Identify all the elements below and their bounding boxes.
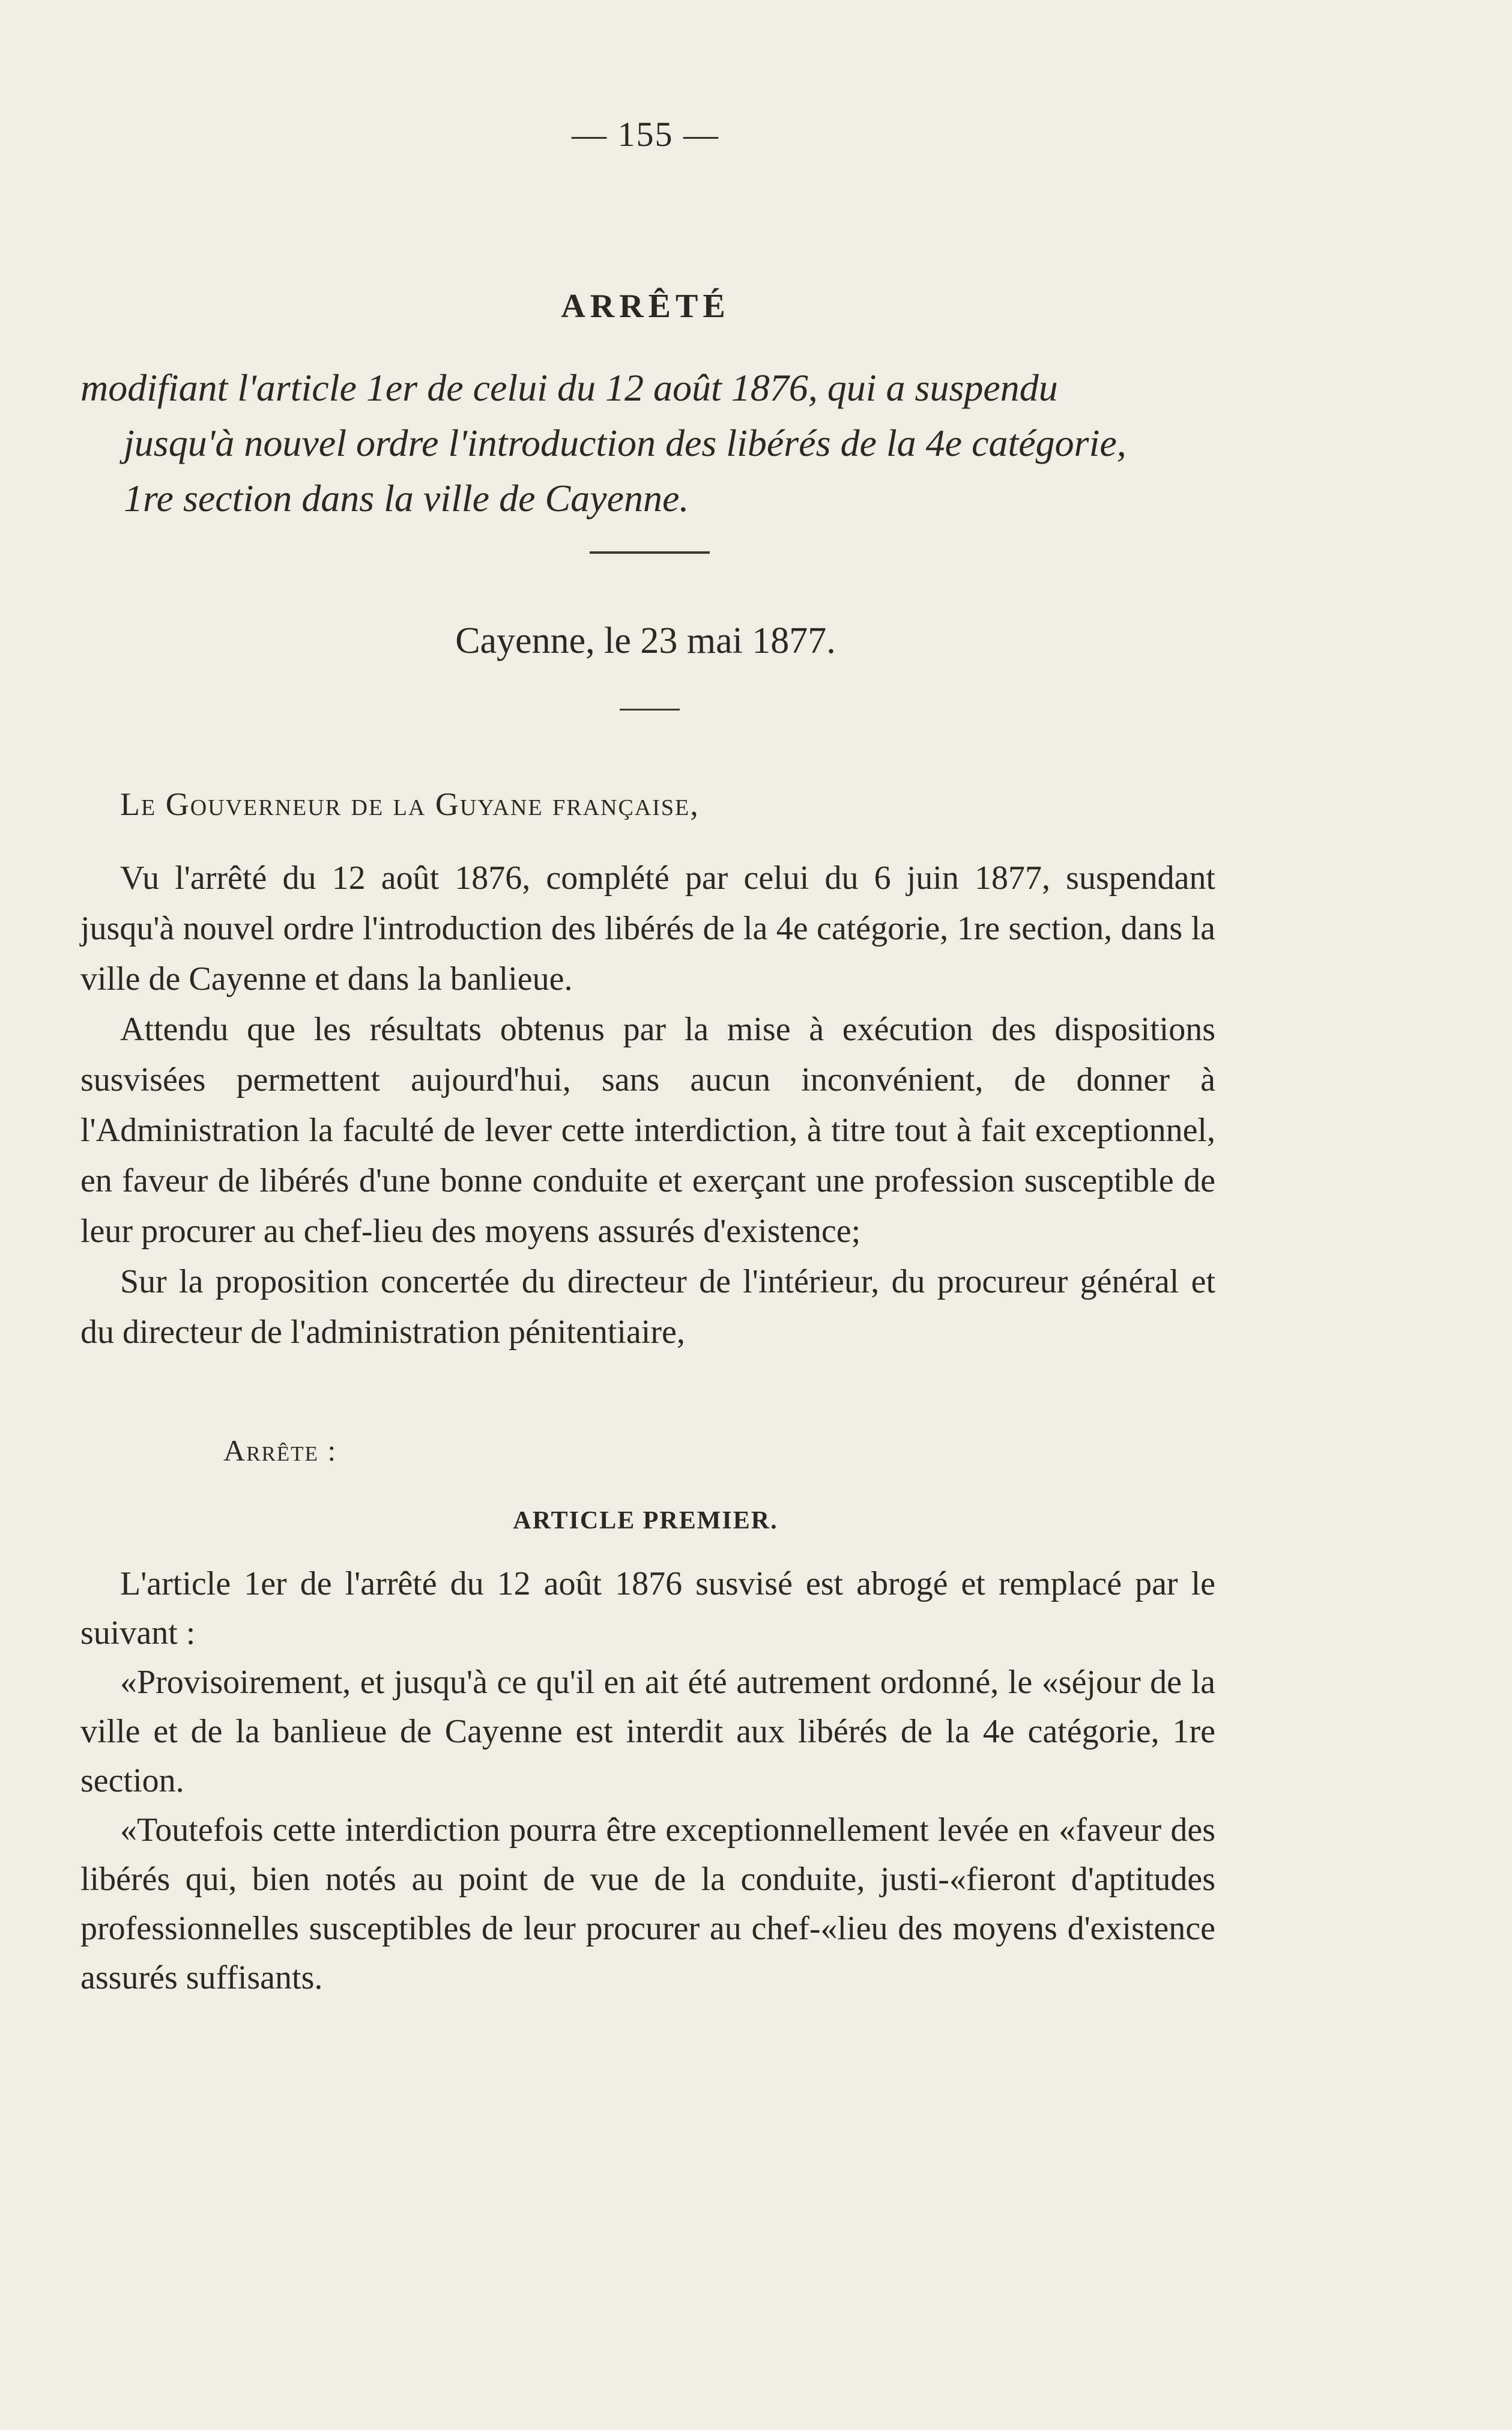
dateline: Cayenne, le 23 mai 1877. (455, 620, 836, 661)
article-heading: ARTICLE PREMIER. (513, 1507, 778, 1535)
subtitle-line-1: modifiant l'article 1er de celui du 12 août 1876, qui a suspendu (80, 366, 1058, 409)
paragraph-vu: Vu l'arrêté du 12 août 1876, complété par celui du 6 juin 1877, suspendant jusqu'à nouvel ordre l'introduction des libérés de la 4e catégorie, 1re section, dans la ville de Cayenne et dans la banlieue. (80, 859, 1215, 998)
separator-rule (590, 551, 710, 554)
article-paragraph-3: «Toutefois cette interdiction pourra être exceptionnellement levée en «faveur des libérés qui, bien notés au point de vue de la conduite, justi-«fieront d'aptitudes professionnelles susceptibles de leur procurer au chef-«lieu des moyens d'existence assurés suffisants. (80, 1811, 1215, 1996)
subtitle-line-2: jusqu'à nouvel ordre l'introduction des libérés de la 4e catégorie, (124, 422, 1126, 464)
paragraph-attendu: Attendu que les résultats obtenus par la mise à exécution des dispositions susvisées permettent aujourd'hui, sans aucun inconvénient, de donner à l'Administration la faculté de lever cette interdiction, à titre tout à fait exceptionnel, en faveur de libérés d'une bonne conduite et exerçant une profession susceptible de leur procurer au chef-lieu des moyens assurés d'existence; (80, 1011, 1215, 1250)
separator-rule-short (620, 709, 680, 711)
article-paragraph-1: L'article 1er de l'arrêté du 12 août 1876 susvisé est abrogé et remplacé par le suivant : (80, 1565, 1215, 1652)
article-body (80, 1559, 1215, 2002)
document-title: ARRÊTÉ (561, 288, 730, 325)
subtitle-line-3: 1re section dans la ville de Cayenne. (124, 477, 689, 520)
document-subtitle (80, 360, 1215, 526)
paragraph-sur: Sur la proposition concertée du directeur de l'intérieur, du procureur général et du directeur de l'administration pénitentiaire, (80, 1263, 1215, 1351)
arrete-label: Arrête : (223, 1434, 337, 1467)
page-number: — 155 — (572, 115, 719, 154)
governor-heading: Le Gouverneur de la Guyane française, (120, 786, 700, 822)
article-paragraph-2: «Provisoirement, et jusqu'à ce qu'il en ait été autrement ordonné, le «séjour de la ville et de la banlieue de Cayenne est interdit aux libérés de la 4e catégorie, 1re section. (80, 1664, 1215, 1799)
preamble (80, 853, 1215, 1357)
